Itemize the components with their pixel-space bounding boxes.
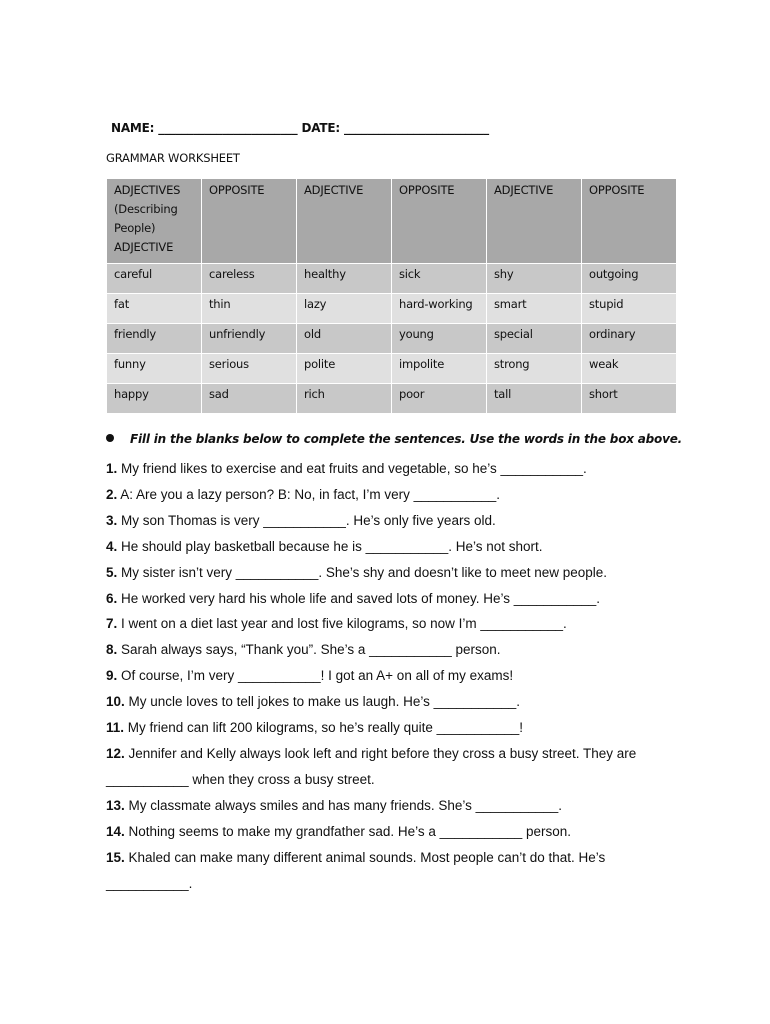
name-label: NAME:: [111, 121, 155, 135]
table-row: [107, 294, 677, 324]
sentence-text: A: Are you a lazy person? B: No, in fact, I’m very ___________.: [117, 486, 500, 502]
table-cell: short: [582, 384, 677, 414]
table-cell: smart: [487, 294, 582, 324]
table-header-cell: ADJECTIVE: [297, 179, 392, 264]
sentence-text: My uncle loves to tell jokes to make us laugh. He’s ___________.: [124, 694, 521, 710]
sentence-number: 3.: [106, 512, 118, 528]
table-cell: weak: [582, 354, 677, 384]
table-cell: young: [392, 324, 487, 354]
sentence-text: My classmate always smiles and has many friends. She’s ___________.: [124, 797, 563, 813]
sentence-text: Nothing seems to make my grandfather sad. He’s a ___________ person.: [124, 823, 572, 839]
sentence-number: 13.: [106, 797, 125, 813]
sentence-item: [106, 741, 666, 767]
table-cell: strong: [487, 354, 582, 384]
table-header-cell: [107, 179, 202, 264]
sentence-continuation: ___________.: [106, 875, 193, 891]
table-cell: sad: [202, 384, 297, 414]
table-row: [107, 354, 677, 384]
table-cell: ordinary: [582, 324, 677, 354]
sentence-item: [106, 793, 666, 819]
table-cell: polite: [297, 354, 392, 384]
sentence-number: 9.: [106, 668, 118, 684]
sentence-text: My sister isn’t very ___________. She’s shy and doesn’t like to meet new people.: [117, 564, 608, 580]
sentence-item: [106, 715, 666, 741]
sentence-text: My friend likes to exercise and eat fruits and vegetable, so he’s ___________.: [117, 461, 587, 476]
table-header-cell: OPPOSITE: [392, 179, 487, 264]
sentence-number: 10.: [106, 694, 125, 710]
table-cell: lazy: [297, 294, 392, 324]
header-line: (Describing: [114, 202, 178, 216]
table-cell: old: [297, 324, 392, 354]
date-blank[interactable]: _________________________: [343, 121, 489, 135]
table-cell: thin: [202, 294, 297, 324]
table-header-cell: OPPOSITE: [202, 179, 297, 264]
sentence-number: 15.: [106, 849, 125, 865]
sentence-number: 1.: [106, 461, 118, 476]
name-date-line: [111, 121, 489, 135]
sentence-text: Of course, I’m very ___________! I got an A+ on all of my exams!: [117, 668, 514, 684]
sentence-item: [106, 482, 666, 508]
table-cell: tall: [487, 384, 582, 414]
table-cell: outgoing: [582, 264, 677, 294]
table-cell: sick: [392, 264, 487, 294]
instruction: [106, 432, 682, 446]
table-cell: fat: [107, 294, 202, 324]
table-cell: happy: [107, 384, 202, 414]
sentence-text: Khaled can make many different animal sounds. Most people can’t do that. He’s: [124, 849, 606, 865]
sentence-item: [106, 689, 666, 715]
table-cell: hard-working: [392, 294, 487, 324]
table-cell: careful: [107, 264, 202, 294]
name-blank[interactable]: ________________________: [158, 121, 298, 135]
sentence-item: [106, 560, 666, 586]
sentence-number: 14.: [106, 823, 125, 839]
sentence-number: 4.: [106, 538, 118, 554]
table-cell: impolite: [392, 354, 487, 384]
table-header-row: [107, 179, 677, 264]
sentence-item: [106, 845, 666, 871]
sentence-item: [106, 611, 666, 637]
table-row: [107, 324, 677, 354]
sentence-number: 7.: [106, 616, 118, 632]
sentence-item: [106, 456, 666, 482]
sentence-item: [106, 637, 666, 663]
sentence-item: [106, 534, 666, 560]
table-cell: stupid: [582, 294, 677, 324]
sentence-text: He should play basketball because he is ___________. He’s not short.: [117, 538, 543, 554]
sentence-continuation: ___________ when they cross a busy street.: [106, 771, 375, 787]
sentence-number: 11.: [106, 720, 125, 736]
table-cell: poor: [392, 384, 487, 414]
sentence-text: Jennifer and Kelly always look left and right before they cross a busy street. They are: [124, 745, 637, 761]
sentence-number: 5.: [106, 564, 118, 580]
sentence-text: I went on a diet last year and lost five kilograms, so now I’m ___________.: [117, 616, 567, 632]
sentence-text: My son Thomas is very ___________. He’s only five years old.: [117, 512, 496, 528]
table-header-cell: ADJECTIVE: [487, 179, 582, 264]
sentence-text: My friend can lift 200 kilograms, so he’s really quite ___________!: [124, 720, 524, 736]
table-cell: serious: [202, 354, 297, 384]
table-cell: rich: [297, 384, 392, 414]
table-row: [107, 264, 677, 294]
sentence-text: He worked very hard his whole life and saved lots of money. He’s ___________.: [117, 590, 601, 606]
table-header-cell: OPPOSITE: [582, 179, 677, 264]
instruction-text: Fill in the blanks below to complete the sentences. Use the words in the box above.: [130, 432, 683, 446]
date-label: DATE:: [301, 121, 340, 135]
sentence-number: 2.: [106, 486, 118, 502]
sentence-number: 6.: [106, 590, 118, 606]
sentence-item: [106, 586, 666, 612]
sentence-number: 8.: [106, 642, 118, 658]
sentence-item: [106, 508, 666, 534]
sentence-list: [106, 456, 666, 896]
table-cell: special: [487, 324, 582, 354]
table-cell: unfriendly: [202, 324, 297, 354]
bullet-icon: [106, 434, 114, 442]
sentence-text: Sarah always says, “Thank you”. She’s a ___________ person.: [117, 642, 501, 658]
sentence-number: 12.: [106, 745, 125, 761]
table-row: [107, 384, 677, 414]
table-cell: careless: [202, 264, 297, 294]
table-cell: shy: [487, 264, 582, 294]
sentence-item: [106, 819, 666, 845]
adjectives-table: [106, 178, 677, 414]
sentence-item: [106, 663, 666, 689]
table-cell: friendly: [107, 324, 202, 354]
worksheet-title: GRAMMAR WORKSHEET: [106, 151, 240, 165]
header-line: ADJECTIVE: [114, 240, 174, 254]
header-line: People): [114, 221, 156, 235]
table-cell: funny: [107, 354, 202, 384]
table-cell: healthy: [297, 264, 392, 294]
header-line: ADJECTIVES: [114, 183, 181, 197]
